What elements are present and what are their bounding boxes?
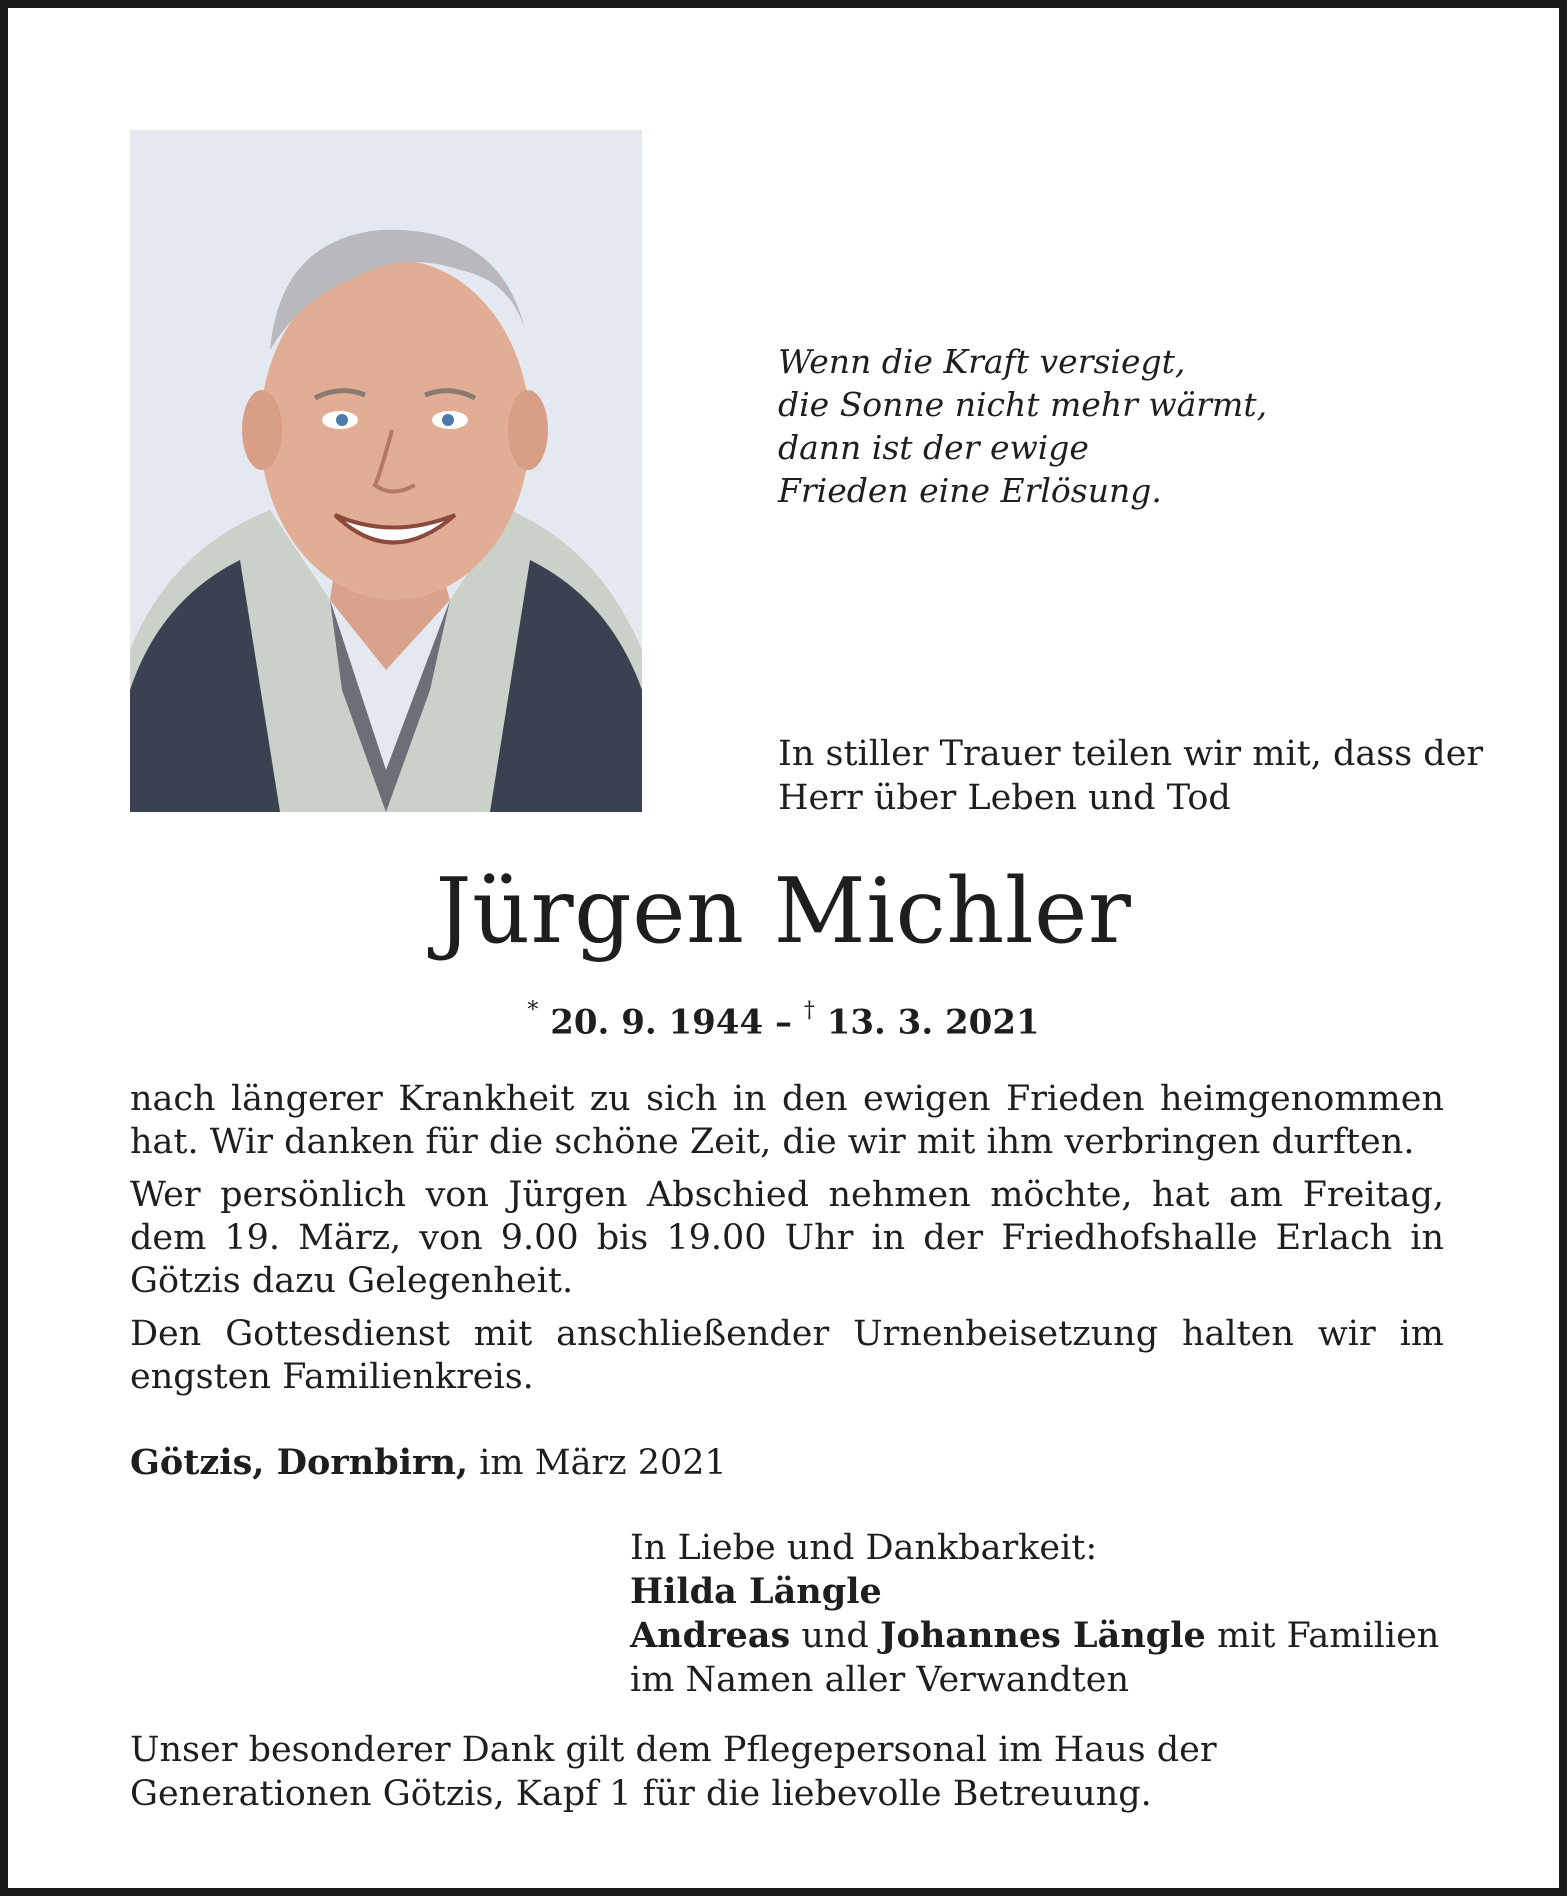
portrait-photo xyxy=(130,130,642,812)
portrait-illustration xyxy=(130,130,642,812)
signer-connector: und xyxy=(801,1616,869,1656)
signature-block xyxy=(630,1526,1439,1702)
obituary-page xyxy=(8,8,1559,1888)
poem-line: dann ist der ewige xyxy=(778,428,1089,467)
signer-name: Johannes Längle xyxy=(879,1615,1206,1656)
poem-line: die Sonne nicht mehr wärmt, xyxy=(778,385,1268,424)
signer-name: Hilda Längle xyxy=(630,1571,882,1612)
body-paragraph: nach längerer Krankheit zu sich in den ewigen Frieden heimgenommen hat. Wir danken für die schöne Zeit, die wir mit ihm verbringen durften. xyxy=(130,1079,1444,1162)
signature-footer: im Namen aller Verwandten xyxy=(630,1660,1129,1700)
date-separator: – xyxy=(775,1002,792,1043)
body-paragraph: Wer persönlich von Jürgen Abschied nehmen möchte, hat am Freitag, dem 19. März, von 9.00 bis 19.00 Uhr in der Friedhofshalle Erlach in Götzis dazu Gelegenheit. xyxy=(130,1175,1444,1301)
death-date: 13. 3. 2021 xyxy=(826,1002,1040,1043)
thanks-note: Unser besonderer Dank gilt dem Pflegepersonal im Haus der Generationen Götzis, Kapf 1 für die liebevolle Betreuung. xyxy=(130,1730,1217,1814)
signer-suffix: mit Familien xyxy=(1216,1616,1440,1656)
intro-text xyxy=(778,732,1483,820)
birth-symbol: * xyxy=(527,998,539,1023)
poem-line: Wenn die Kraft versiegt, xyxy=(778,342,1186,381)
signature-heading: In Liebe und Dankbarkeit: xyxy=(630,1528,1098,1568)
place-names: Götzis, Dornbirn, xyxy=(130,1442,469,1483)
life-dates xyxy=(8,998,1559,1043)
birth-date: 20. 9. 1944 xyxy=(550,1002,764,1043)
intro-line: Herr über Leben und Tod xyxy=(778,778,1231,818)
deceased-name: Jürgen Michler xyxy=(435,859,1132,964)
poem-line: Frieden eine Erlösung. xyxy=(778,471,1162,510)
death-symbol: † xyxy=(803,998,815,1023)
signer-name: Andreas xyxy=(630,1615,791,1656)
intro-line: In stiller Trauer teilen wir mit, dass der xyxy=(778,734,1484,774)
poem xyxy=(778,340,1267,512)
body-paragraph: Den Gottesdienst mit anschließender Urnenbeisetzung halten wir im engsten Familienkreis. xyxy=(130,1314,1444,1397)
place-date-line xyxy=(130,1442,727,1483)
obituary-body xyxy=(130,1078,1444,1409)
place-date: im März 2021 xyxy=(479,1443,727,1483)
